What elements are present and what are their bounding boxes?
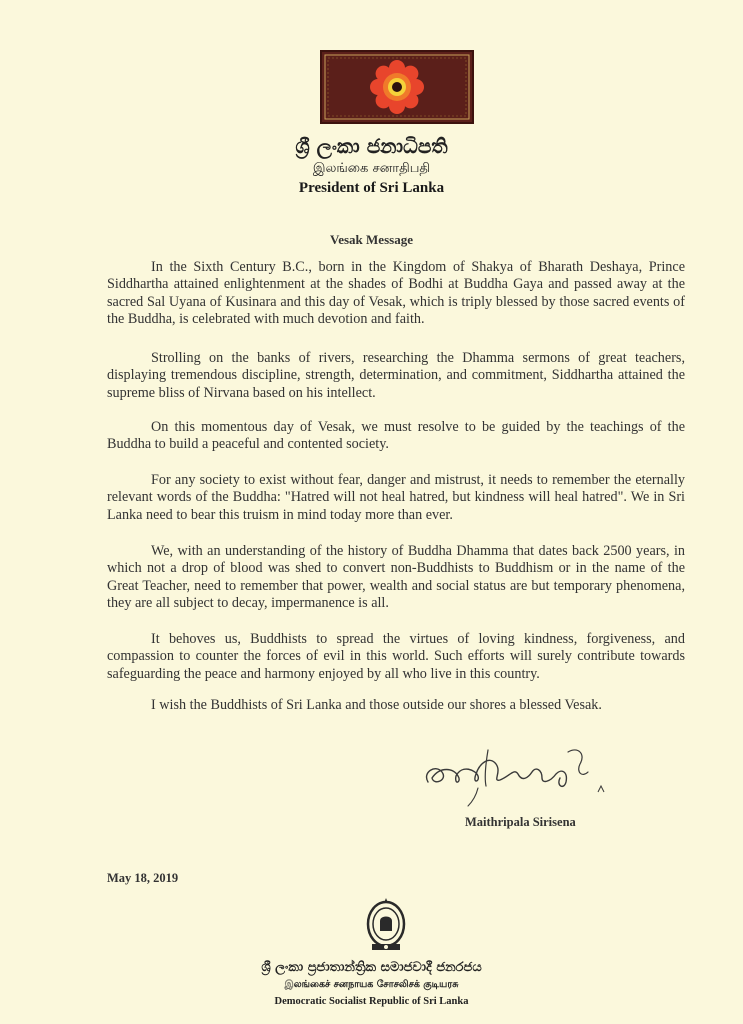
- lotus-flag-emblem-icon: [320, 50, 474, 124]
- header-title-english: President of Sri Lanka: [298, 180, 445, 196]
- signatory-name: Maithripala Sirisena: [465, 815, 576, 829]
- message-paragraph-2: Strolling on the banks of rivers, researching the Dhamma sermons of great teachers, displaying tremendous discipline, strength, determination, and commitment, Siddhartha attained the supreme bliss of Nirvana based on his intellect.: [107, 350, 685, 401]
- footer-name-tamil: இலங்கைச் சனநாயக சோசலிசக் குடியரசு: [284, 979, 459, 990]
- state-crest-icon: [364, 897, 408, 955]
- letter-date: May 18, 2019: [107, 871, 179, 885]
- message-title: Vesak Message: [330, 232, 413, 247]
- message-paragraph-1: In the Sixth Century B.C., born in the Kingdom of Shakya of Bharath Deshaya, Prince Siddhartha attained enlightenment at the shades of Bodhi at Buddha Gaya and passed away at the sacred Sal Uyana of Kusinara and this day of Vesak, which is triply blessed by those sacred events of the Buddha, is celebrated with much devotion and faith.: [107, 259, 685, 328]
- handwritten-signature-icon: [418, 742, 608, 808]
- message-paragraph-5: We, with an understanding of the history of Buddha Dhamma that dates back 2500 years, in which not a drop of blood was shed to convert non-Buddhists to Buddhism or in the name of the Great Teacher, need to remember that power, wealth and social status are but temporary phenomena, they are all subject to decay, impermanence is all.: [107, 543, 685, 612]
- header-title-sinhala: ශ්‍රී ලංකා ජනාධිපති: [295, 134, 448, 158]
- message-paragraph-6: It behoves us, Buddhists to spread the virtues of loving kindness, forgiveness, and compassion to counter the forces of evil in this world. Such efforts will surely contribute towards safeguarding the peace and harmony enjoyed by all who live in this country.: [107, 631, 685, 682]
- footer-name-english: Democratic Socialist Republic of Sri Lanka: [274, 996, 469, 1007]
- message-paragraph-7: I wish the Buddhists of Sri Lanka and those outside our shores a blessed Vesak.: [151, 697, 602, 713]
- message-paragraph-3: On this momentous day of Vesak, we must resolve to be guided by the teachings of the Buddha to build a peaceful and contented society.: [107, 419, 685, 453]
- message-paragraph-4: For any society to exist without fear, danger and mistrust, it needs to remember the eternally relevant words of the Buddha: "Hatred will not heal hatred, but kindness will heal hatred". We in Sri Lanka need to bear this truism in mind today more than ever.: [107, 472, 685, 523]
- footer-name-sinhala: ශ්‍රී ලංකා ප්‍රජාතාන්ත්‍රික සමාජවාදී ජනරජය: [261, 960, 482, 975]
- header-title-tamil: இலங்கை சனாதிபதி: [312, 161, 431, 176]
